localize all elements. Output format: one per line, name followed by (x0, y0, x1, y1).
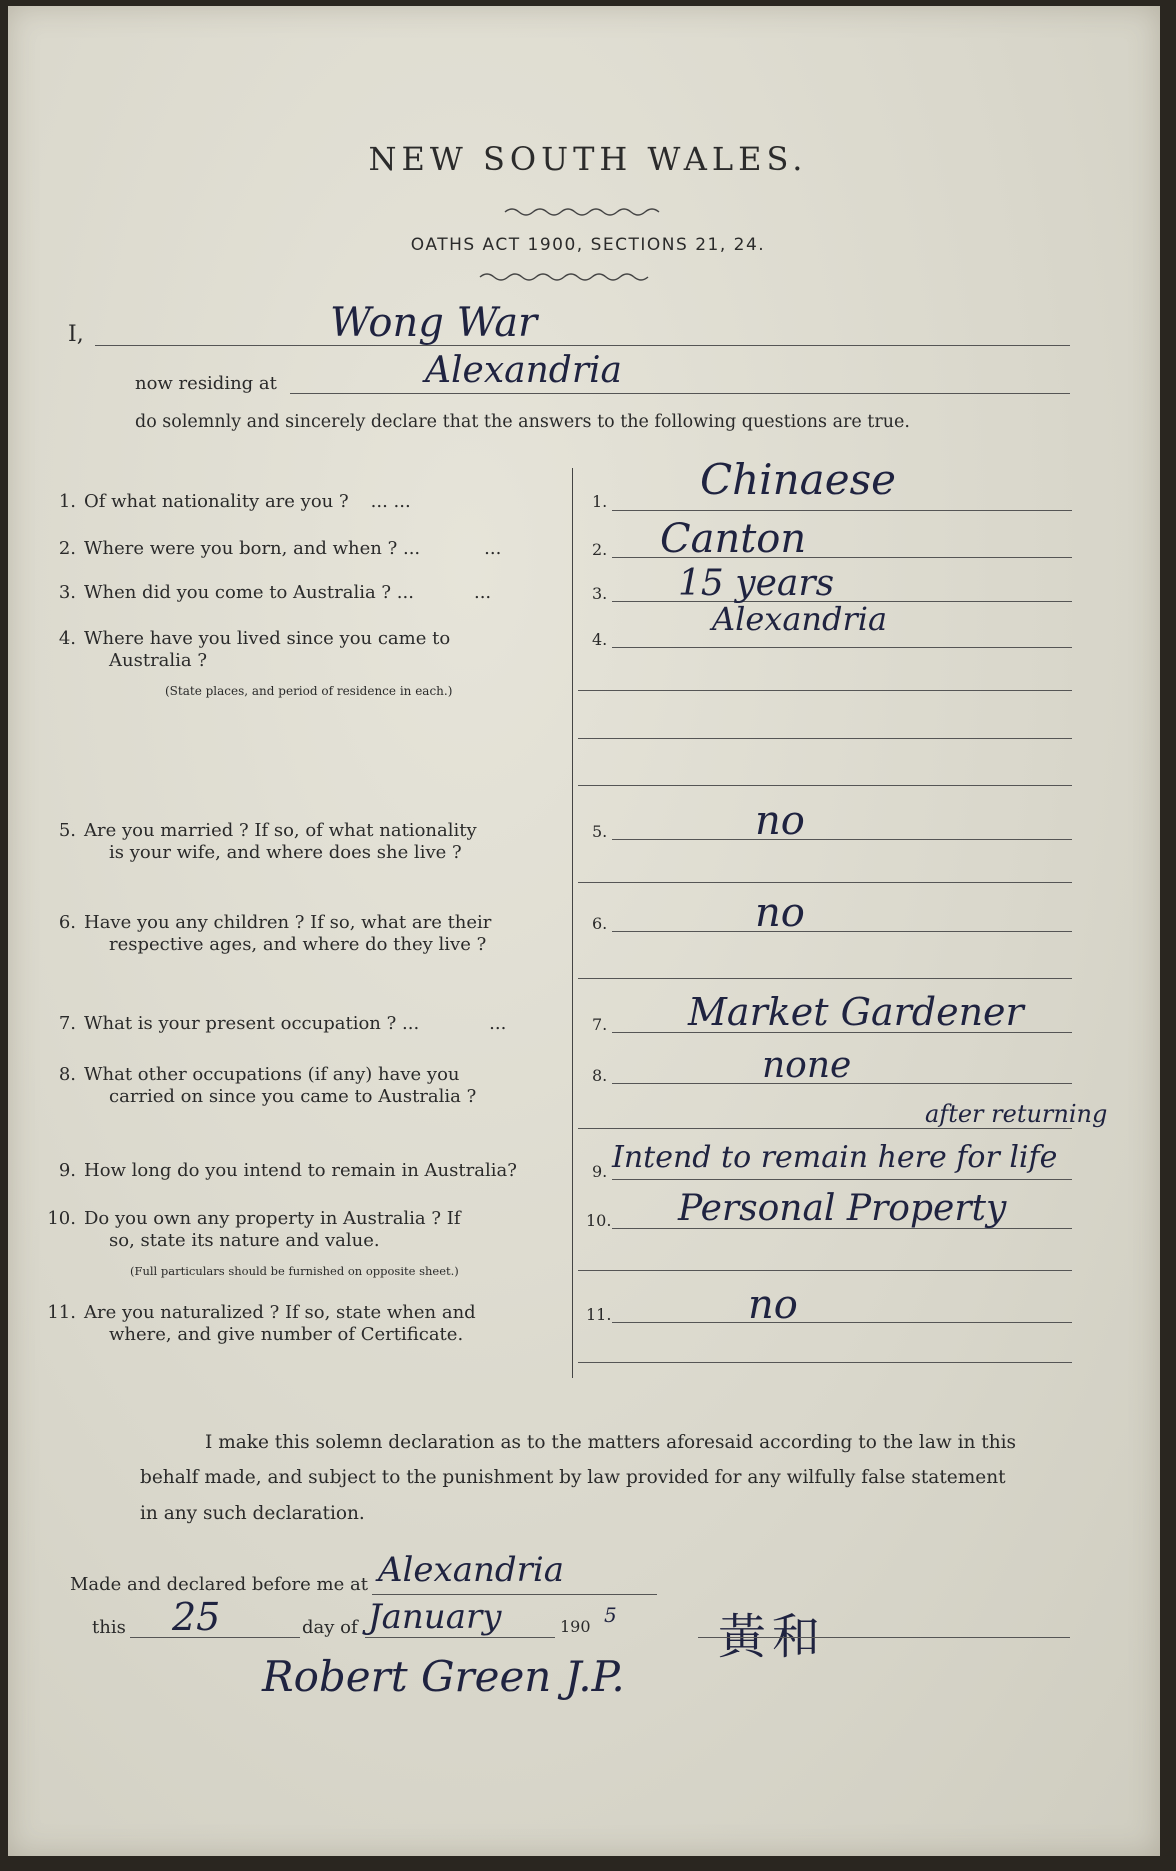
answer-5: no (755, 798, 805, 844)
signature-line (698, 1637, 1070, 1638)
made-before-day: 25 (172, 1595, 221, 1639)
answer-3-number: 3. (592, 584, 608, 603)
made-before-month: January (368, 1597, 502, 1637)
answer-8: none (762, 1045, 852, 1086)
preamble-text: do solemnly and sincerely declare that the answers to the following questions are true. (135, 412, 910, 432)
answer-6-number: 6. (592, 914, 608, 933)
pronoun-i: I, (68, 322, 84, 347)
name-line (95, 345, 1070, 346)
document-title: NEW SOUTH WALES. (368, 140, 808, 178)
question-11: 11. Are you naturalized ? If so, state when and where, and give number of Certificate. (47, 1302, 476, 1345)
blank-line-4c (578, 785, 1072, 786)
this-label: this (92, 1617, 126, 1638)
question-10-note: (Full particulars should be furnished on opposite sheet.) (130, 1264, 459, 1278)
answer-10-number: 10. (586, 1211, 612, 1230)
answer-6-line (612, 931, 1072, 932)
answer-2-number: 2. (592, 540, 608, 559)
blank-line-6 (578, 978, 1072, 979)
declarant-residence: Alexandria (425, 350, 622, 391)
day-of-label: day of (302, 1617, 358, 1638)
answer-4-line (612, 647, 1072, 648)
year-prefix: 190 (560, 1617, 591, 1636)
declaration-line-1: I make this solemn declaration as to the matters aforesaid according to the law in this (205, 1432, 1017, 1453)
answer-9-insertion: after returning (925, 1100, 1108, 1128)
question-10: 10. Do you own any property in Australia ? If so, state its nature and value. (47, 1208, 461, 1251)
answer-2: Canton (660, 516, 807, 562)
witness-signature: Robert Green J.P. (262, 1652, 625, 1701)
residence-line (290, 393, 1070, 394)
residing-label: now residing at (135, 373, 277, 394)
answer-7: Market Gardener (688, 990, 1024, 1034)
answer-11: no (748, 1282, 798, 1328)
blank-line-5 (578, 882, 1072, 883)
answer-4: Alexandria (712, 600, 888, 638)
month-line (365, 1637, 555, 1638)
answer-4-number: 4. (592, 630, 608, 649)
answer-11-number: 11. (586, 1305, 612, 1324)
answer-1-number: 1. (592, 492, 608, 511)
answer-10: Personal Property (678, 1188, 1007, 1229)
declaration-line-2: behalf made, and subject to the punishment by law provided for any wilfully false statement (140, 1467, 1006, 1488)
answer-5-number: 5. (592, 822, 608, 841)
question-2: 2. Where were you born, and when ? ... ... (58, 538, 502, 559)
made-before-label: Made and declared before me at (70, 1574, 368, 1595)
answer-1-line (612, 510, 1072, 511)
answer-9: Intend to remain here for life (612, 1140, 1058, 1175)
made-before-place: Alexandria (378, 1550, 565, 1590)
blank-line-4a (578, 690, 1072, 691)
blank-line-8 (578, 1128, 1072, 1129)
question-1: 1. Of what nationality are you ? ... ... (58, 491, 411, 512)
answer-11-line (612, 1322, 1072, 1323)
column-divider (572, 468, 573, 1378)
question-3: 3. When did you come to Australia ? ... ... (58, 582, 492, 603)
answer-5-line (612, 839, 1072, 840)
answer-6: no (755, 890, 805, 936)
answer-9-line (612, 1179, 1072, 1180)
blank-line-10 (578, 1270, 1072, 1271)
declarant-name: Wong War (330, 300, 538, 346)
question-7: 7. What is your present occupation ? ... ... (58, 1013, 507, 1034)
question-9: 9. How long do you intend to remain in Australia? (58, 1160, 517, 1181)
chinese-signature: 黃和 (718, 1609, 827, 1665)
question-6: 6. Have you any children ? If so, what are their respective ages, and where do they live ? (58, 912, 492, 955)
decorative-squiggle-top (0, 205, 1176, 219)
question-5: 5. Are you married ? If so, of what nationality is your wife, and where does she live ? (58, 820, 477, 863)
question-4-note: (State places, and period of residence in each.) (165, 684, 453, 698)
blank-line-4b (578, 738, 1072, 739)
year-suffix: 5 (604, 1603, 617, 1627)
act-reference: OATHS ACT 1900, SECTIONS 21, 24. (410, 235, 766, 255)
answer-1: Chinaese (700, 455, 896, 504)
question-4: 4. Where have you lived since you came to Australia ? (58, 628, 451, 671)
declaration-line-3: in any such declaration. (140, 1503, 365, 1524)
decorative-squiggle-bottom (0, 270, 1176, 284)
answer-3: 15 years (678, 563, 835, 604)
answer-7-number: 7. (592, 1015, 608, 1034)
answer-8-number: 8. (592, 1066, 608, 1085)
blank-line-11 (578, 1362, 1072, 1363)
answer-9-number: 9. (592, 1162, 608, 1181)
place-line (372, 1594, 657, 1595)
question-8: 8. What other occupations (if any) have you carried on since you came to Australia ? (58, 1064, 477, 1107)
